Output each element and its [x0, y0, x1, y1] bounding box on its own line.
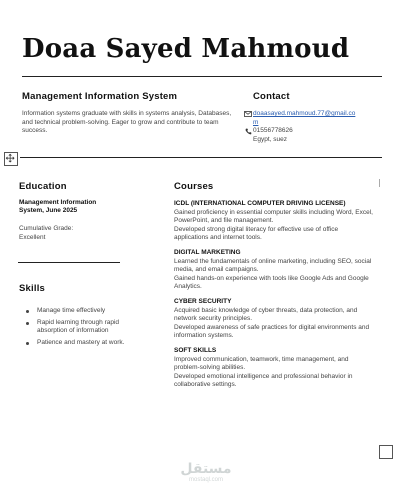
location: Egypt, suez: [253, 136, 287, 143]
course-item: [174, 200, 374, 243]
watermark-url: mostaql.com: [188, 477, 223, 483]
course-title: CYBER SECURITY: [174, 297, 232, 305]
course-description: Developed emotional intelligence and professional behavior in collaborative settings.: [174, 372, 353, 389]
course-item: [174, 249, 374, 292]
education-degree: Management Information System, June 2025: [19, 199, 97, 214]
course-item: [174, 347, 374, 390]
bullet-icon: [26, 310, 29, 313]
contact-heading: Contact: [253, 91, 290, 102]
skill-item: [26, 307, 142, 316]
profile-summary: Information systems graduate with skills in systems analysis, Databases, and technical problem-solving. Eager to grow and contribute to team success.: [22, 110, 232, 135]
education-heading: Education: [19, 181, 67, 192]
watermark-logo: مستقل: [180, 461, 232, 477]
course-description: Developed strong digital literacy for effective use of office applications and internet tools.: [174, 225, 339, 242]
resume-name: Doaa Sayed Mahmoud: [22, 34, 350, 64]
bullet-icon: [26, 342, 29, 345]
course-title: ICDL (INTERNATIONAL COMPUTER DRIVING LICENSE): [174, 200, 346, 207]
text-cursor: [379, 179, 380, 187]
skill-text: Rapid learning through rapid absorption of information: [37, 318, 120, 335]
watermark: [178, 462, 234, 484]
skills-heading: Skills: [19, 283, 46, 294]
grade-label: Cumulative Grade:: [19, 225, 74, 232]
grade-value: Excellent: [19, 233, 46, 241]
phone-icon: [245, 128, 252, 135]
skill-item: [26, 319, 142, 336]
course-description: Improved communication, teamwork, time management, and problem-solving abilities.: [174, 355, 349, 372]
skill-text: Manage time effectively: [37, 307, 106, 314]
bullet-icon: [26, 322, 29, 325]
skill-text: Patience and mastery at work.: [37, 338, 125, 346]
courses-heading: Courses: [174, 181, 214, 192]
section-divider: [20, 157, 382, 158]
education-grade: [19, 225, 73, 242]
selection-checkbox[interactable]: [379, 445, 393, 459]
phone-number: 01556778626: [253, 127, 293, 134]
course-description: Acquired basic knowledge of cyber threats, data protection, and network security principles.: [174, 306, 358, 323]
move-arrows-icon: [5, 153, 17, 165]
course-description: Developed awareness of safe practices for digital environments and information systems.: [174, 323, 370, 340]
course-description: Gained hands-on experience with tools like Google Ads and Google Analytics.: [174, 274, 369, 291]
header-divider: [22, 76, 382, 77]
skills-list: [26, 307, 142, 350]
course-item: [174, 298, 374, 341]
skill-item: [26, 339, 142, 348]
course-description: Learned the fundamentals of online marketing, including SEO, social media, and email campaigns.: [174, 257, 372, 274]
move-handle[interactable]: [4, 152, 18, 166]
course-description: Gained proficiency in essential computer skills including Word, Excel, PowerPoint, and file management.: [174, 208, 373, 225]
envelope-icon: [244, 111, 252, 117]
job-title: Management Information System: [22, 91, 178, 102]
education-divider: [18, 262, 120, 263]
course-title: SOFT SKILLS: [174, 346, 217, 354]
course-title: DIGITAL MARKETING: [174, 248, 241, 256]
email-link[interactable]: doaasayed.mahmoud.77@gmail.com: [253, 110, 356, 126]
courses-list: [174, 200, 374, 396]
